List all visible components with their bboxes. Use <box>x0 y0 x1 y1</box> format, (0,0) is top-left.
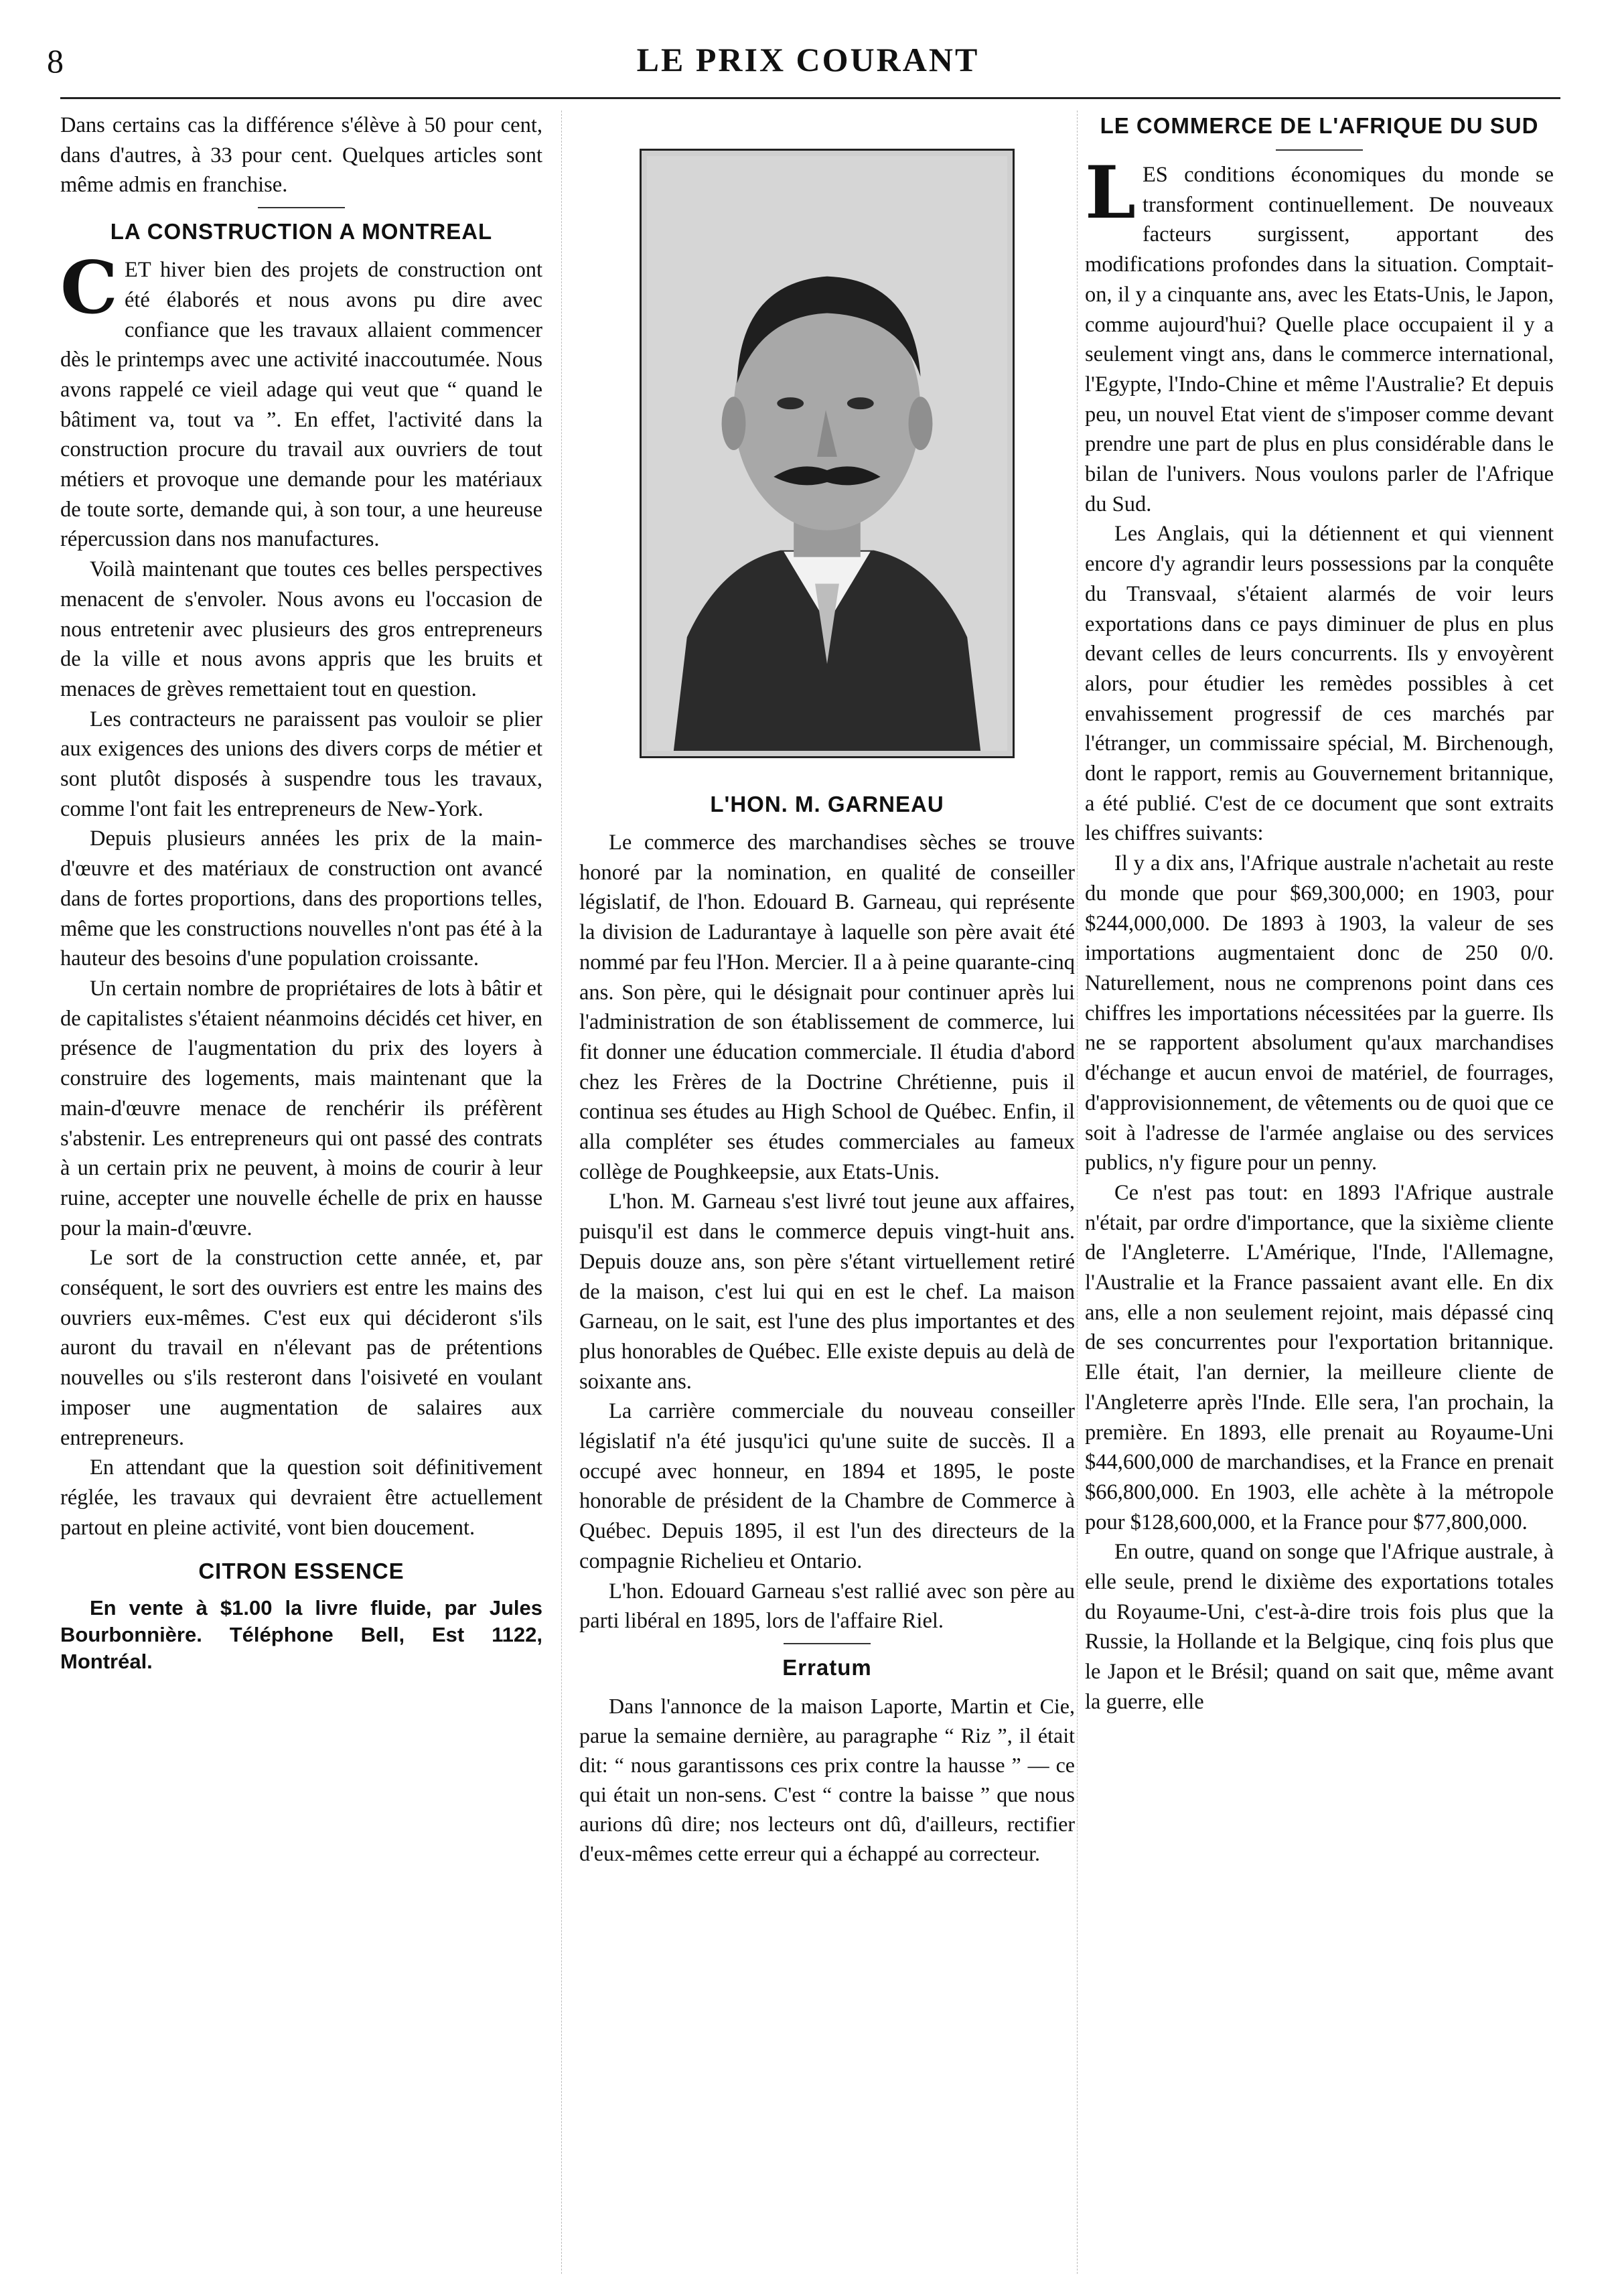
masthead-title: LE PRIX COURANT <box>636 41 980 78</box>
portrait-illustration <box>647 156 1007 751</box>
column-left <box>60 111 542 1675</box>
article-paragraph: La carrière commerciale du nouveau conseiller législatif n'a été jusqu'ici qu'une suite de succès. Il a occupé avec honneur, en 1894 et 1895, le poste honorable de président de la Chambre de Commerce à Québec. Depuis 1895, il est l'un des directeurs de la compagnie Richelieu et Ontario. <box>579 1399 1075 1573</box>
article-paragraph: Il y a dix ans, l'Afrique australe n'achetait au reste du monde que pour $69,300,000; en 1903, pour $244,000,000. De 1893 à 1903, la valeur de ses importations augmentaient donc de 250 0/0. Naturellement, nous ne comprenons point dans ces chiffres les importations nécessitées par la guerre. Ils ne se rapportent absolument qu'aux marchandises d'échange et aucun envoi de matériel, de fourrages, d'approvisionnement, de vêtements ou de quoi que ce soit à l'adresse de l'armée anglaise ou des services publics, n'y figure pour un penny. <box>1085 851 1554 1175</box>
column-middle <box>579 111 1075 1868</box>
ad-heading-citron: CITRON ESSENCE <box>198 1559 405 1584</box>
article-paragraph: LES conditions économiques du monde se transforment continuellement. De nouveaux facteurs surgissent, apportant des modifications profondes dans la situation. Comptait-on, il y a cinquante ans, avec les Etats-Unis, le Japon, comme aujourd'hui? Quelle place occupaient il y a seulement vingt ans, dans le commerce international, l'Egypte, l'Indo-Chine et même l'Australie? Et depuis peu, un nouvel Etat vient de s'imposer comme devant prendre une part de plus en plus considérable dans le bilan de l'univers. Nous voulons parler de l'Afrique du Sud. <box>1085 151 1554 516</box>
article-paragraph: Depuis plusieurs années les prix de la main-d'œuvre et des matériaux de construction ont avancé dans de fortes proportions, dans des proportions telles, même que les constructions nouvelles n'ont pas été à la hauteur des besoins d'une population croissante. <box>60 827 542 971</box>
article-paragraph: L'hon. Edouard Garneau s'est rallié avec son père au parti libéral en 1895, lors de l'affaire Riel. <box>579 1579 1075 1634</box>
erratum-text: Dans l'annonce de la maison Laporte, Martin et Cie, parue la semaine dernière, au paragraphe “ Riz ”, il était dit: “ nous garantissons ces prix contre la hausse ” — ce qui était un non-sens. C'est “ contre la baisse ” que nous aurions dû dire; nos lecteurs ont dû, d'ailleurs, rectifier d'eux-mêmes cette erreur qui a échappé au correcteur. <box>579 1693 1075 1865</box>
column-separator <box>561 111 562 2274</box>
header-rule <box>60 97 1560 99</box>
portrait-caption: L'HON. M. GARNEAU <box>710 792 944 816</box>
article-paragraph: Ce n'est pas tout: en 1893 l'Afrique australe n'était, par ordre d'importance, que la sixième cliente de l'Angleterre. L'Amérique, l'Inde, l'Allemagne, l'Australie et la France passaient avant elle. En dix ans, elle a non seulement rejoint, mais dépassé cinq de ses concurrentes pour l'exportation britannique. Elle était, l'an dernier, la meilleure cliente de l'Angleterre après l'Inde. Elle sera, l'an prochain, la première. En 1893, elle prenait au Royaume-Uni $44,600,000 de marchandises, et la France en prenait $66,800,000. En 1903, elle achète à la métropole pour $128,600,000, et la France pour $77,800,000. <box>1085 1180 1554 1534</box>
section-divider <box>1276 149 1363 151</box>
article-paragraph: Le sort de la construction cette année, et, par conséquent, le sort des ouvriers est entre les mains des ouvriers eux-mêmes. C'est eux qui décideront s'ils auront du travail en n'élevant pas de prétentions nouvelles ou s'ils resteront dans l'oisiveté en voulant imposer une augmentation de salaires aux entrepreneurs. <box>60 1246 542 1450</box>
column-separator <box>1077 111 1078 2274</box>
article-paragraph: Voilà maintenant que toutes ces belles perspectives menacent de s'envoler. Nous avons eu l'occasion de nous entretenir avec plusieurs des gros entrepreneurs de la ville et nous avons appris que les bruits et menaces de grèves remettaient tout en question. <box>60 557 542 701</box>
article-heading-afrique: LE COMMERCE DE L'AFRIQUE DU SUD <box>1100 113 1539 138</box>
column-right <box>1085 111 1554 1717</box>
article-paragraph: En attendant que la question soit définitivement réglée, les travaux qui devraient être actuellement partout en pleine activité, vont bien doucement. <box>60 1455 542 1540</box>
article-paragraph: Les Anglais, qui la détiennent et qui viennent encore d'y agrandir leurs possessions par la conquête du Transvaal, s'étaient alarmés de voir leurs exportations dans ce pays diminuer de plus en plus devant celles de leurs concurrents. Ils y envoyèrent alors, pour étudier les remèdes possibles à cet envahissement progressif de ces marchés par l'étranger, un commissaire spécial, M. Birchenough, dont le rapport, remis au Gouvernement britannique, a été publié. C'est de ce document que sont extraits les chiffres suivants: <box>1085 522 1554 846</box>
section-divider <box>258 207 345 208</box>
intro-paragraph: Dans certains cas la différence s'élève à 50 pour cent, dans d'autres, à 33 pour cent. Quelques articles sont même admis en franchise. <box>60 113 542 198</box>
article-paragraph: En outre, quand on songe que l'Afrique australe, à elle seule, prend le dixième des exportations totales du Royaume-Uni, c'est-à-dire trois fois plus que la Russie, la Hollande et la Belgique, cinq fois plus que le Japon et le Brésil; quand on sait que, même avant la guerre, elle <box>1085 1540 1554 1714</box>
erratum-heading: Erratum <box>782 1654 872 1680</box>
page-number: 8 <box>47 42 64 80</box>
section-divider <box>784 1643 871 1644</box>
article-paragraph: Un certain nombre de propriétaires de lots à bâtir et de capitalistes s'étaient néanmoins décidés cet hiver, en présence de l'augmentation du prix des loyers à construire des logements, mais maintenant que la main-d'œuvre menace de renchérir ils préfèrent s'abstenir. Les entrepreneurs qui ont passé des contrats à un certain prix ne peuvent, à moins de courir à leur ruine, accepter une nouvelle échelle de prix en hausse pour la main-d'œuvre. <box>60 976 542 1240</box>
article-paragraph: Le commerce des marchandises sèches se trouve honoré par la nomination, en qualité de conseiller législatif, de l'hon. Edouard B. Garneau, qui représente la division de Ladurantaye à laquelle son père avait été nommé par feu l'Hon. Mercier. Il a à peine quarante-cinq ans. Son père, qui le désignait pour continuer après lui l'administration de son établissement de commerce, lui fit donner une éducation commerciale. Il étudia d'abord chez les Frères de la Doctrine Chrétienne, puis il continua ses études au High School de Québec. Enfin, il alla compléter ses études commerciales au fameux collège de Poughkeepsie, aux Etats-Unis. <box>579 831 1075 1184</box>
ad-text: En vente à $1.00 la livre fluide, par Jules Bourbonnière. Téléphone Bell, Est 1122, Montréal. <box>60 1596 542 1674</box>
drop-cap: L <box>1085 151 1136 235</box>
article-paragraph: L'hon. M. Garneau s'est livré tout jeune aux affaires, puisqu'il est dans le commerce depuis vingt-huit ans. Depuis douze ans, son père s'étant virtuellement retiré de la maison, c'est lui qui en est le chef. La maison Garneau, on le sait, est l'une des plus importantes et des plus honorables de Québec. Elle existe depuis au delà de soixante ans. <box>579 1190 1075 1394</box>
article-paragraph: Les contracteurs ne paraissent pas vouloir se plier aux exigences des unions des divers corps de métier et sont plutôt disposés à suspendre tous les travaux, comme l'ont fait les entrepreneurs de New-York. <box>60 707 542 821</box>
portrait-photo <box>640 149 1015 758</box>
drop-cap: C <box>60 246 118 331</box>
article-paragraph: CET hiver bien des projets de construction ont été élaborés et nous avons pu dire avec confiance que les travaux allaient commencer dès le printemps avec une activité inaccoutumée. Nous avons rappelé ce vieil adage qui veut que “ quand le bâtiment va, tout va ”. En effet, l'activité dans la construction procure du travail aux ouvriers de tout métiers et provoque une demande pour les matériaux de toute sorte, demande qui, à son tour, a une heureuse répercussion dans nos manufactures. <box>60 246 542 552</box>
article-heading-construction: LA CONSTRUCTION A MONTREAL <box>110 219 493 244</box>
